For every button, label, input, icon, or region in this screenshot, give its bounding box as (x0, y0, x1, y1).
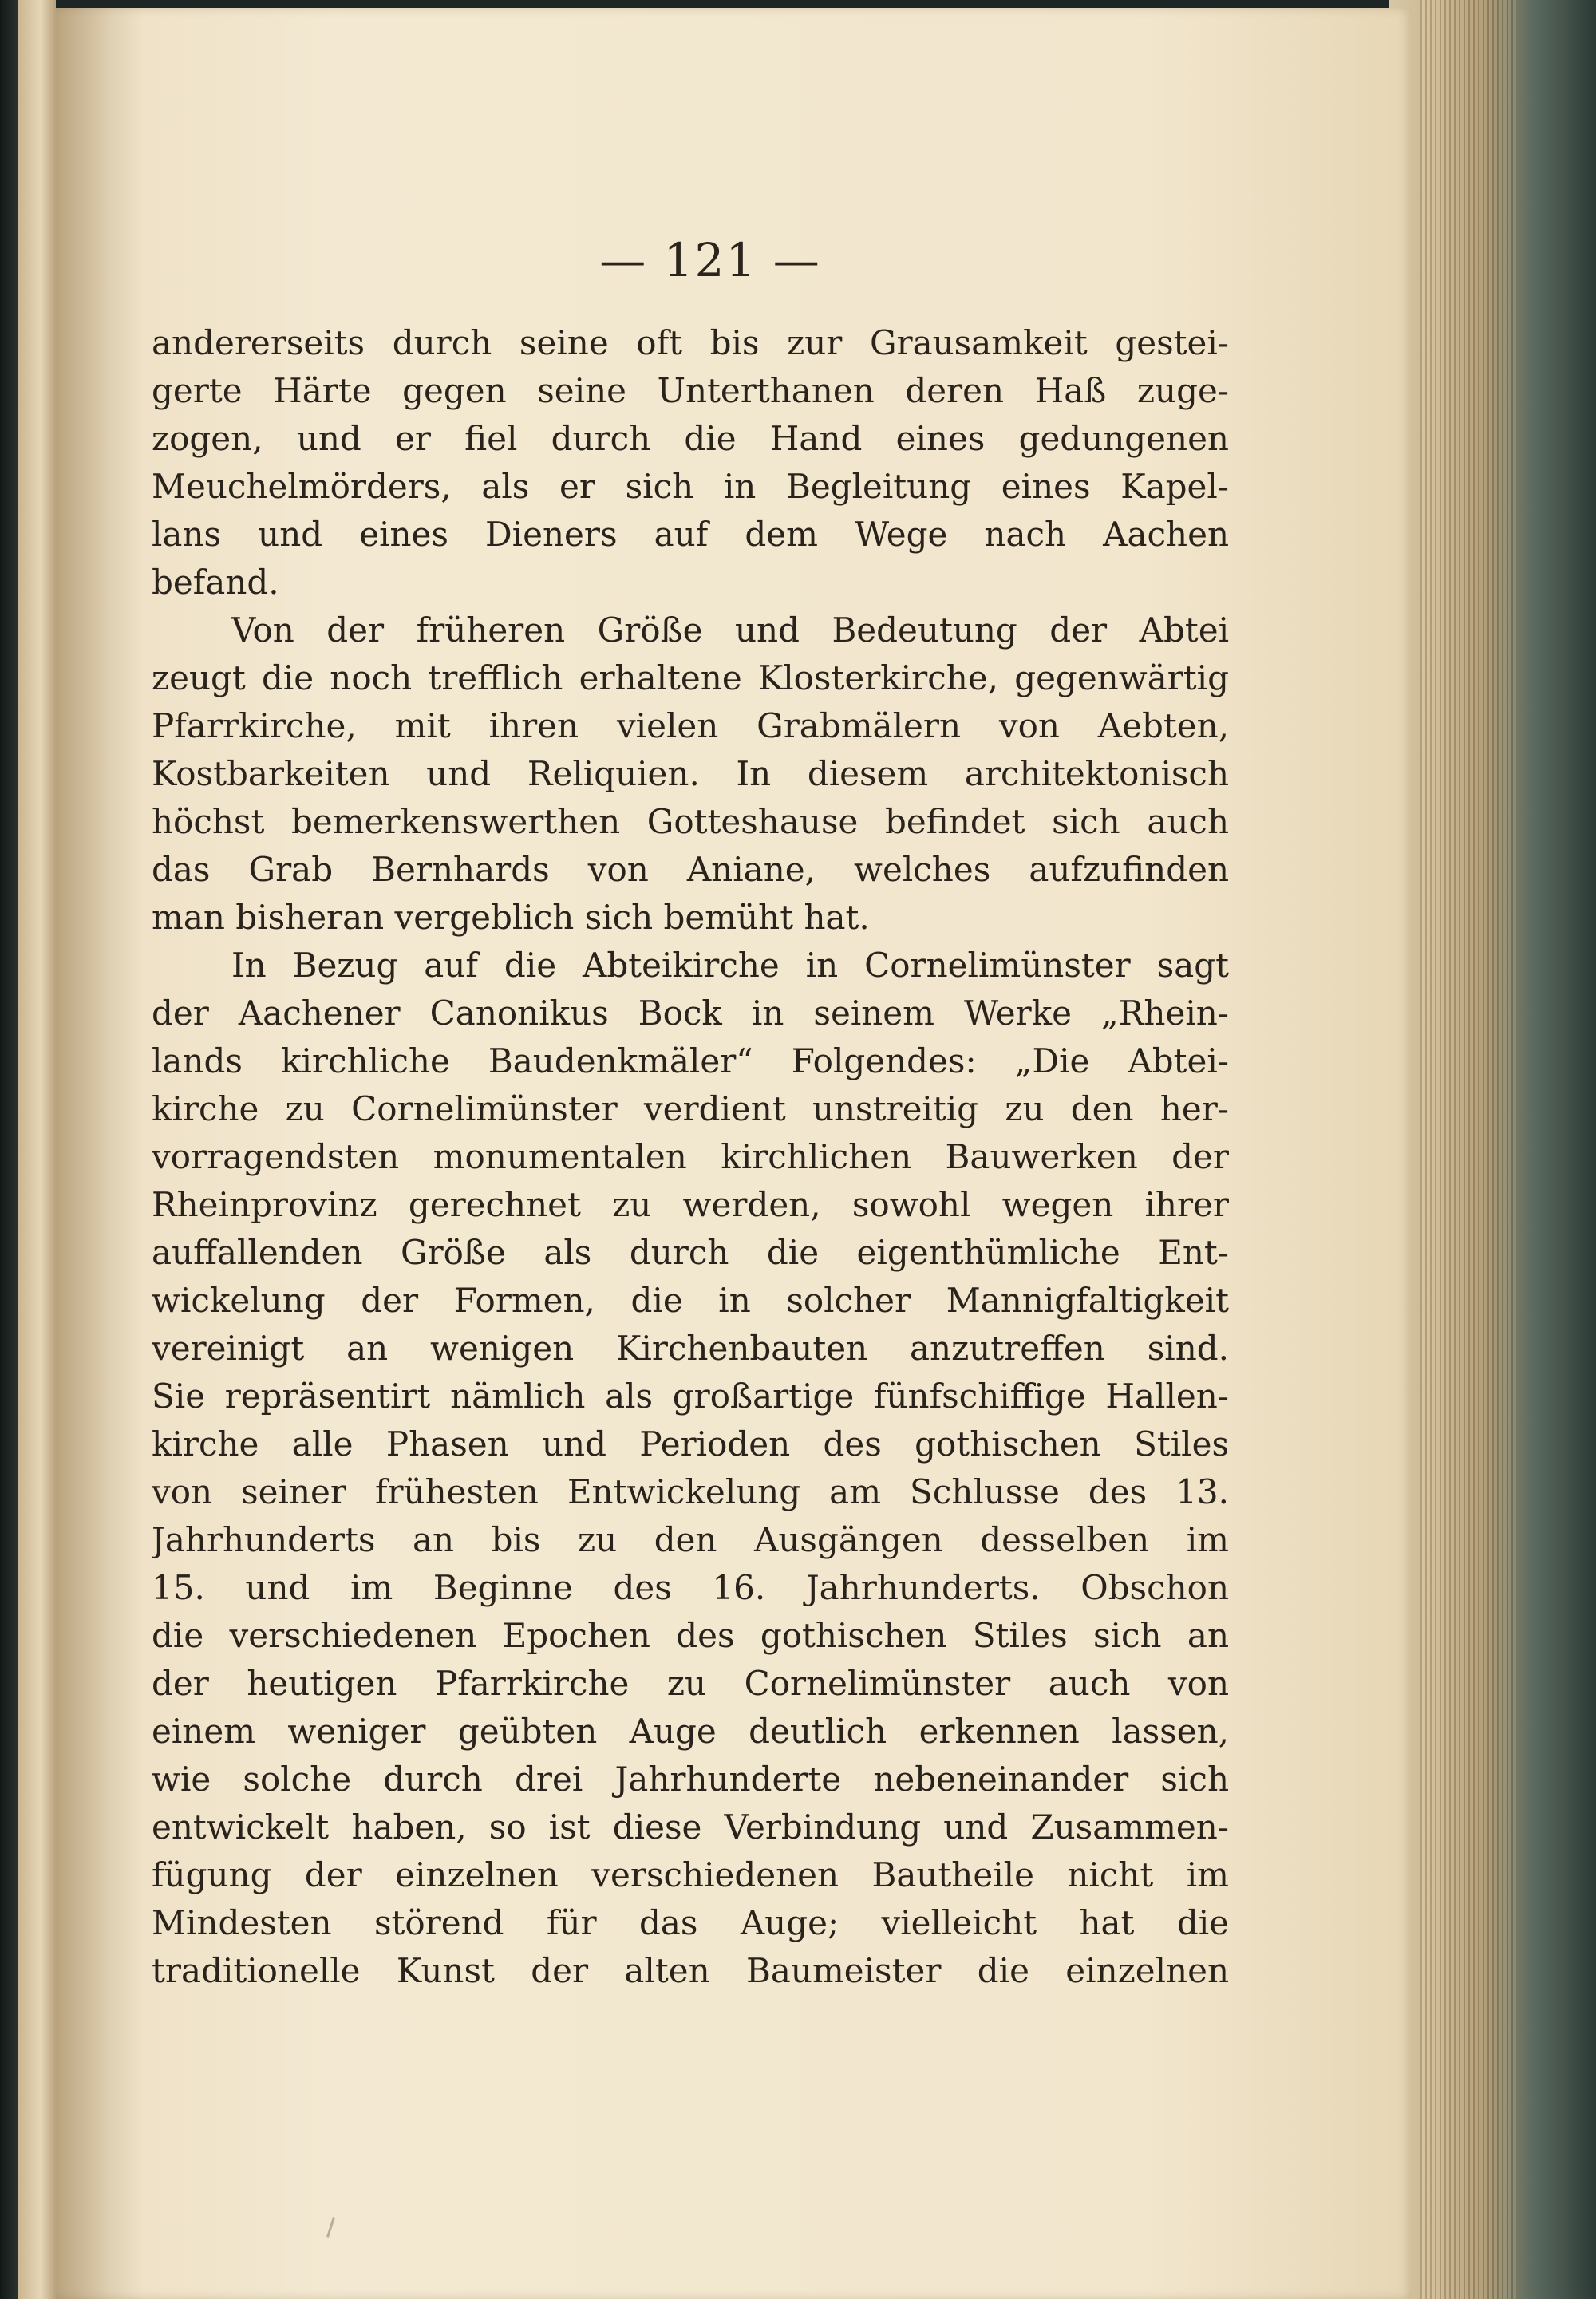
text-line: Kostbarkeiten und Reliquien. In diesem architektonisch (152, 754, 1229, 793)
text-line: gerte Härte gegen seine Unterthanen deren Haß zuge- (152, 371, 1229, 410)
text-line: man bisheran vergeblich sich bemüht hat. (152, 898, 870, 937)
text-line: vereinigt an wenigen Kirchenbauten anzutreffen sind. (152, 1329, 1229, 1368)
text-line: fügung der einzelnen verschiedenen Bautheile nicht im (152, 1855, 1229, 1894)
text-line: der heutigen Pfarrkirche zu Cornelimünster auch von (152, 1664, 1229, 1703)
text-line: höchst bemerkenswerthen Gotteshause befindet sich auch (152, 802, 1229, 841)
book-page (56, 8, 1412, 2299)
text-line: das Grab Bernhards von Aniane, welches aufzufinden (152, 850, 1229, 889)
text-line: kirche zu Cornelimünster verdient unstreitig zu den her- (152, 1089, 1229, 1128)
text-line: In Bezug auf die Abteikirche in Cornelimünster sagt (231, 946, 1229, 985)
text-line: vorragendsten monumentalen kirchlichen Bauwerken der (152, 1137, 1229, 1176)
text-line: traditionelle Kunst der alten Baumeister die einzelnen (152, 1951, 1229, 1990)
body-text (152, 319, 1229, 1995)
text-line: Mindesten störend für das Auge; vielleicht hat die (152, 1903, 1229, 1942)
text-line: Pfarrkirche, mit ihren vielen Grabmälern von Aebten, (152, 706, 1229, 745)
text-line: Rheinprovinz gerechnet zu werden, sowohl wegen ihrer (152, 1185, 1229, 1224)
text-line: die verschiedenen Epochen des gothischen Stiles sich an (152, 1616, 1229, 1655)
gutter-shadow (56, 8, 144, 2299)
text-line: Jahrhunderts an bis zu den Ausgängen desselben im (152, 1520, 1229, 1559)
text-line: von seiner frühesten Entwickelung am Schlusse des 13. (152, 1472, 1229, 1511)
text-line: Sie repräsentirt nämlich als großartige fünfschiffige Hallen- (152, 1377, 1229, 1416)
text-line: der Aachener Canonikus Bock in seinem Werke „Rhein- (152, 993, 1229, 1033)
text-line: lands kirchliche Baudenkmäler“ Folgendes: „Die Abtei- (152, 1041, 1229, 1080)
pencil-mark (326, 2217, 335, 2238)
text-line: entwickelt haben, so ist diese Verbindung und Zusammen- (152, 1807, 1229, 1847)
text-line: kirche alle Phasen und Perioden des gothischen Stiles (152, 1424, 1229, 1464)
text-line: wickelung der Formen, die in solcher Mannigfaltigkeit (152, 1281, 1229, 1320)
text-line: auffallenden Größe als durch die eigenthümliche Ent- (152, 1233, 1229, 1272)
text-line: andererseits durch seine oft bis zur Grausamkeit gestei- (152, 323, 1229, 362)
text-line: einem weniger geübten Auge deutlich erkennen lassen, (152, 1712, 1229, 1751)
page-stack-edge (1389, 0, 1596, 2299)
text-line: 15. und im Beginne des 16. Jahrhunderts. Obschon (152, 1568, 1229, 1607)
page-number: — 121 — (599, 233, 821, 287)
facing-page-edge (18, 0, 56, 2299)
text-line: befand. (152, 563, 279, 602)
text-line: Meuchelmörders, als er sich in Begleitung eines Kapel- (152, 467, 1229, 506)
text-line: zeugt die noch trefflich erhaltene Klosterkirche, gegenwärtig (152, 658, 1229, 697)
text-line: lans und eines Dieners auf dem Wege nach Aachen (152, 515, 1229, 554)
text-line: Von der früheren Größe und Bedeutung der Abtei (231, 610, 1229, 650)
text-line: wie solche durch drei Jahrhunderte nebeneinander sich (152, 1760, 1229, 1799)
text-line: zogen, und er fiel durch die Hand eines gedungenen (152, 419, 1229, 458)
book-cover-edge (0, 0, 18, 2299)
